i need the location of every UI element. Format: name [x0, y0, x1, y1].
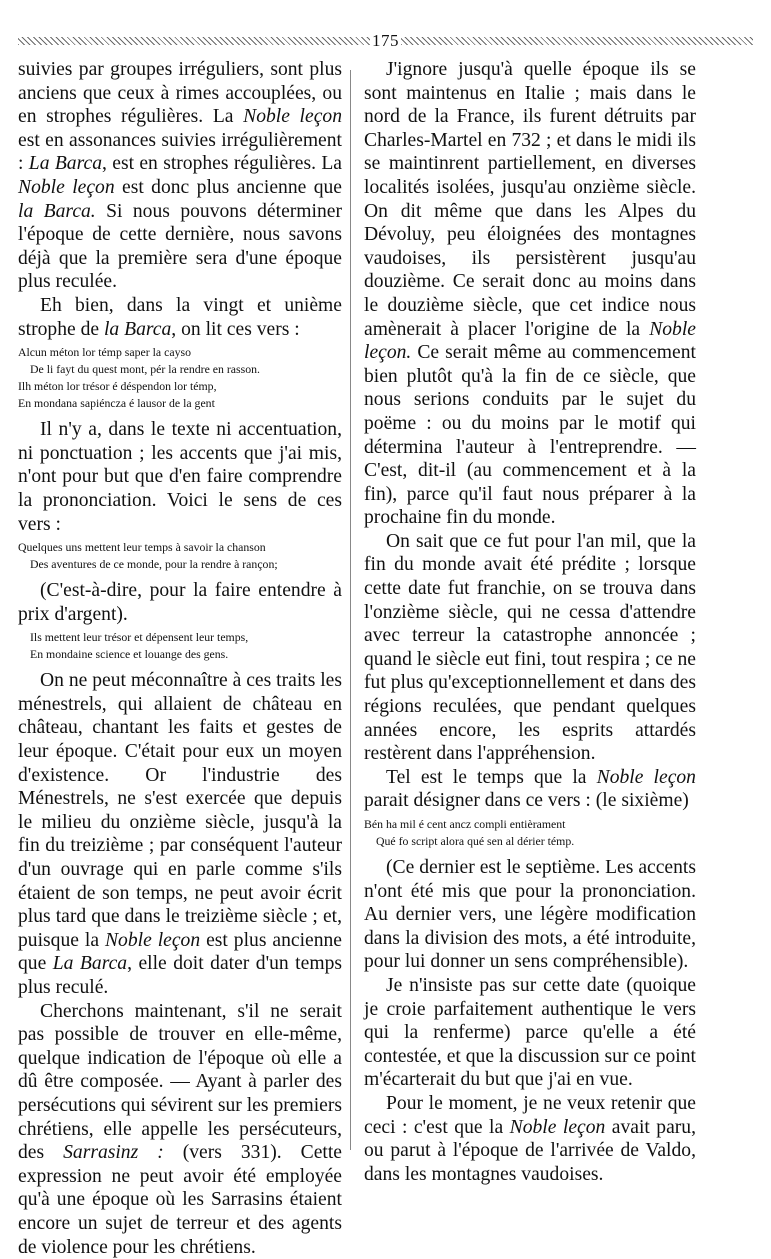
right-column [364, 58, 696, 1186]
verse-quote [18, 344, 342, 412]
verse-line: En mondana sapiénсza é lausor de la gent [18, 396, 215, 411]
verse-line: Qué fo script alora qué sen al dérier témp. [376, 834, 575, 848]
page-header [18, 30, 753, 52]
verse-line: Quelques uns mettent leur temps à savoir la chanson [18, 540, 266, 555]
paragraph: Je n'insiste pas sur cette date (quoique je croie parfaitement authentique le vers qui la renferme) parce qu'elle a été contestée, et que la discussion sur ce point m'écarterait du but que j'ai en vue. [364, 974, 696, 1091]
paragraph: Cherchons maintenant, s'il ne serait pas possible de trouver en elle-même, quelque indication de l'époque où elle a dû être composée. — Ayant à parler des persécutions qui sévirent sur les premiers chrétiens, elle appelle les persécuteurs, des Sarrasinz : (vers 331). Cette expression ne peut avoir été employée qu'à une époque où les Sarrasins étaient encore un sujet de terreur et des agents de violence pour les chrétiens. [18, 1000, 342, 1258]
paragraph: (Ce dernier est le septième. Les accents n'ont été mis que pour la prononciation. Au dernier vers, une légère modification dans la division des mots, a été introduite, pour lui donner un sens compréhensible). [364, 857, 696, 973]
verse-line: Alcun méton lor témp saper la cayso [18, 345, 191, 360]
verse-line: En mondaine science et louange des gens. [30, 647, 229, 662]
paragraph: suivies par groupes irréguliers, sont plus anciens que ceux à rimes accouplées, ou en strophes régulières. La Noble leçon est en assonances suivies irrégulièrement : La Barca, est en strophes régulières. La Noble leçon est donc plus ancienne que la Barca. Si nous pouvons déterminer l'époque de cette dernière, nous savons déjà que la première sera d'une époque plus reculée. [18, 59, 343, 293]
ornament-rule-left [18, 37, 370, 45]
page-number: 175 [372, 31, 399, 50]
verse-quote [364, 816, 696, 850]
verse-line: Ils mettent leur trésor et dépensent leur temps, [30, 630, 249, 645]
verse-line: Ilh méton lor trésor é déspendon lor témp, [18, 379, 217, 394]
verse-line: Bén ha mil é cent ancz compli entièrament [364, 817, 566, 831]
verse-translation [18, 629, 342, 663]
verse-translation [18, 539, 342, 573]
ornament-rule-right [401, 37, 753, 45]
paragraph: On ne peut méconnaître à ces traits les ménestrels, qui allaient de château en château, chantant les faits et gestes de leur époque. C'était pour eux un moyen d'existence. Or l'industrie des Ménestrels, ne s'est exercée que depuis le milieu du onzième siècle, jusqu'à la fin du treizième ; par conséquent l'auteur d'un ouvrage qui en parle comme s'ils étaient de son temps, ne peut avoir écrit plus tard que dans le treizième siècle ; et, puisque la Noble leçon est plus ancienne que La Barca, elle doit dater d'un temps plus reculé. [18, 670, 342, 998]
paragraph: J'ignore jusqu'à quelle époque ils se sont maintenus en Italie ; mais dans le nord de la France, ils furent détruits par Charles-Martel en 732 ; et dans le midi ils se maintinrent partiellement, en diverses localités isolées, jusqu'au onzième siècle. On dit même que dans les Alpes du Dévoluy, peu éloignées des montagnes vaudoises, ils persistèrent jusqu'au douzième. Ce serait donc au moins dans le douzième siècle, que cet indice nous amènerait à placer l'origine de la Noble leçon. Ce serait même au commencement bien plutôt qu'à la fin de ce siècle, que nous serions conduits par le sujet du poëme : ou du moins par le motif qui détermina l'auteur à l'entreprendre. — C'est, dit-il (au commencement et à la fin), parce qu'il faut nous préparer à la prochaine fin du monde. [364, 59, 696, 529]
paragraph: (C'est-à-dire, pour la faire entendre à prix d'argent). [18, 580, 342, 625]
verse-line: Des aventures de ce monde, pour la rendre à rançon; [30, 557, 278, 572]
paragraph: Il n'y a, dans le texte ni accentuation, ni ponctuation ; les accents que j'ai mis, n'ont pour but que d'en faire comprendre la prononciation. Voici le sens de ces vers : [18, 419, 342, 535]
paragraph: Tel est le temps que la Noble leçon parait désigner dans ce vers : (le sixième) [364, 766, 696, 812]
paragraph: Pour le moment, je ne veux retenir que ceci : c'est que la Noble leçon avait paru, ou parut à l'époque de l'arrivée de Valdo, dans les montagnes vaudoises. [364, 1092, 696, 1185]
paragraph: Eh bien, dans la vingt et unième strophe de la Barca, on lit ces vers : [18, 294, 342, 340]
left-column [18, 58, 342, 1259]
paragraph: On sait que ce fut pour l'an mil, que la fin du monde avait été prédite ; lorsque cette date fut franchie, on se trouva dans l'onzième siècle, qui ne cessa d'attendre avec terreur la catastrophe annoncée ; quand le siècle eut fini, tout respira ; ce ne fut plus qu'exceptionnellement et dans des régions reculées, que pendant quelques années encore, les esprits attardés restèrent dans l'appréhension. [364, 530, 696, 765]
verse-line: De li fayt du quest mont, pér la rendre en rasson. [30, 362, 260, 377]
column-divider [350, 70, 351, 1150]
